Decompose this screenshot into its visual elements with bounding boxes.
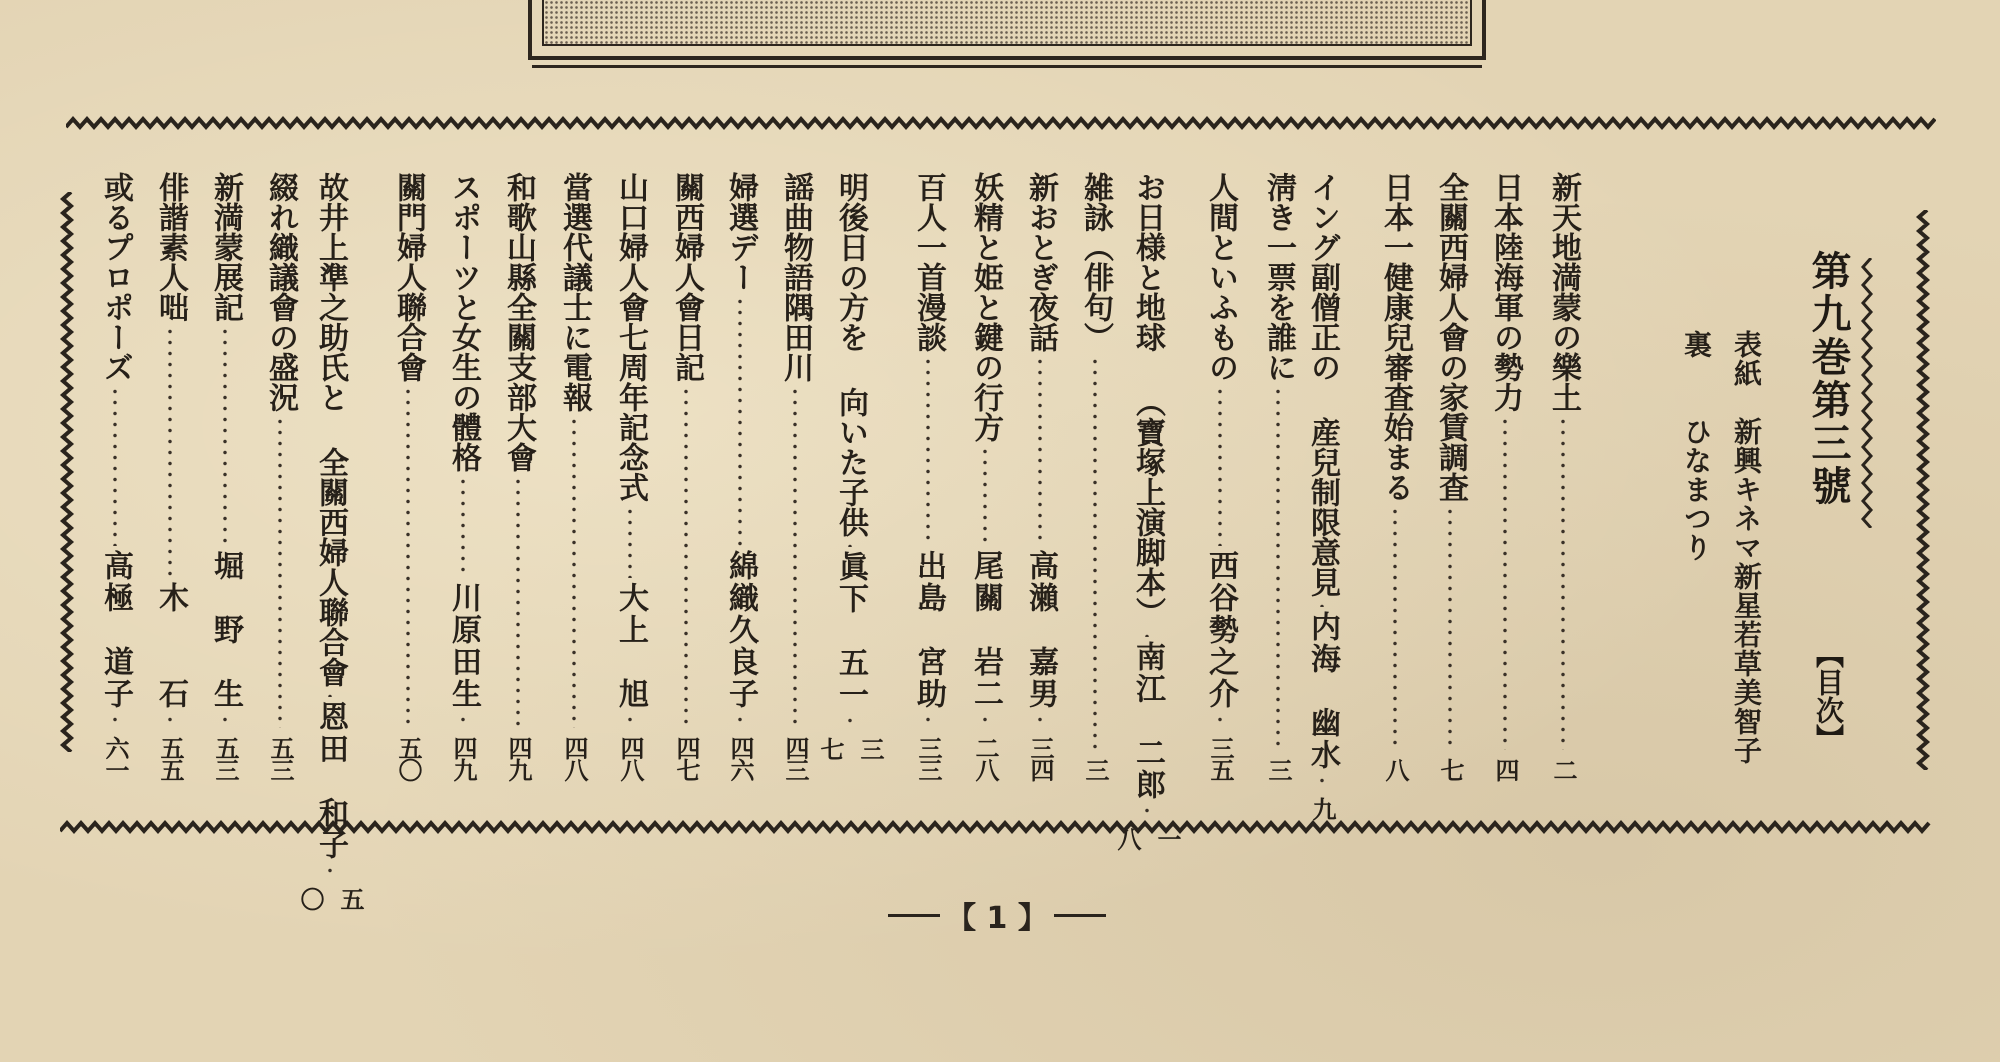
leader-dots [983,446,987,546]
toc-entry-title: 日本一健康兒審査始まる [1378,172,1413,502]
toc-entry [720,172,760,780]
toc-entry [1543,172,1583,780]
toc-entry-title: 新天地満蒙の樂土 [1546,172,1581,412]
toc-entry-title: 或るプロポーズ [98,172,133,382]
toc-entry [1430,172,1470,780]
toc-entry-page: 四 [1491,758,1520,780]
page-folio [882,895,1112,935]
leader-dots [848,715,852,729]
frame-rule [532,65,1482,68]
cover-text: 新興キネマ新星若草美智子 [1730,417,1763,765]
toc-entry-page: 四六 [726,736,755,780]
toc-entry-author: 堀 野 生 [208,550,243,710]
toc-entry [1200,172,1240,780]
leader-dots [848,541,852,547]
toc-entry [1020,172,1060,780]
toc-entry [1485,172,1525,780]
toc-entry-author: 尾關 岩二 [968,550,1003,710]
leader-dots [1218,714,1222,728]
leader-dots [1145,805,1149,819]
toc-entry-title: スポーツと女生の體格 [446,172,481,472]
leader-dots [1093,356,1097,750]
toc-entry [443,172,483,780]
toc-entry-author: 高極 道子 [98,550,133,710]
toc-entry-title: 妖精と姫と鍵の行方 [968,172,1003,442]
toc-entry-author: 川原田生 [446,582,481,710]
toc-entry [666,172,706,780]
toc-entry-author: 出島 宮助 [911,550,946,710]
toc-entry-title: 關門婦人聯合會 [391,172,426,382]
leader-dots [516,476,520,728]
wavy-rule-left [56,192,78,752]
toc-entry-page: 五三 [266,736,295,780]
leader-dots [328,865,332,879]
toc-entry-title: 百人一首漫談 [911,172,946,352]
toc-entry-title: イング副僧正の 産兒制限意見 [1305,172,1340,597]
toc-entry [95,172,135,780]
toc-entry-author: 綿織久良子 [723,550,758,710]
toc-entry-page: 四七 [672,736,701,780]
leader-dots [1145,631,1149,637]
toc-entry-page: 九 [1308,797,1337,819]
folio-dash-right [1054,914,1106,917]
toc-entry-page: 三五 [1206,736,1235,780]
leader-dots [793,386,797,728]
toc-entry-page: 四九 [449,736,478,780]
toc-entry-title: 俳諧素人咄 [153,172,188,322]
leader-dots [223,714,227,728]
back-text: ひなまつり [1680,417,1713,562]
toc-entry-title: 明後日の方を 向いた子供 [833,172,868,537]
leader-dots [926,714,930,728]
toc-entry-page: 六一 [101,736,130,780]
toc-entry-page: 三 [1264,758,1293,780]
leader-dots [113,386,117,546]
cover-label: 表紙 [1730,330,1763,388]
toc-entry-page: 三 [1081,758,1110,780]
toc-entry-author: 内海 幽水 [1305,611,1340,771]
toc-entry-title: 故井上準之助氏と 全關西婦人聯合會 [313,172,348,687]
cover-photo-frame [528,0,1486,60]
toc-entry-title: 新おとぎ夜話 [1023,172,1058,352]
toc-entry [292,172,368,909]
toc-entry-page: 三三 [914,736,943,780]
toc-entry-title: 山口婦人會七周年記念式 [613,172,648,502]
toc-entry [1109,172,1185,849]
toc-entry-page: 五〇 [296,887,365,909]
leader-dots [168,714,172,728]
toc-entry-title: 和歌山縣全關支部大會 [501,172,536,472]
leader-dots [461,714,465,728]
leader-dots [1503,416,1507,750]
toc-entry-page: 五〇 [394,736,423,780]
toc-entry-page: 五五 [156,736,185,780]
leader-dots [1393,506,1397,750]
toc-entry [388,172,428,780]
toc-entry-author: 木 石 [153,582,188,710]
back-label: 裏 [1680,330,1713,359]
leader-dots [628,506,632,578]
toc-entry-title: 全關西婦人會の家賃調査 [1433,172,1468,502]
toc-entry [610,172,650,780]
folio-dash-left [888,914,940,917]
toc-entry-page: 四八 [560,736,589,780]
toc-entry [908,172,948,780]
leader-dots [113,714,117,728]
leader-dots [1448,506,1452,750]
leader-dots [1320,601,1324,607]
toc-entry-page: 四九 [504,736,533,780]
toc-entry [812,172,888,780]
back-cover-credit [1676,262,1749,562]
toc-entry-author: 眞下 五一 [833,551,868,711]
toc-entry-page: 二八 [971,736,1000,780]
toc-entry-title: 雑詠（俳句） [1078,172,1113,352]
leader-dots [983,714,987,728]
toc-entry [150,172,190,780]
leader-dots [168,326,172,578]
toc-entry-page: 七 [1436,758,1465,780]
leader-dots [1038,356,1042,546]
leader-dots [223,326,227,546]
toc-entry [1258,172,1298,780]
leader-dots [738,296,742,546]
toc-entry-title: 謡曲物語隅田川 [778,172,813,382]
toc-entry [965,172,1005,780]
leader-dots [461,476,465,578]
toc-entry-author: 南江 二郎 [1130,641,1165,801]
toc-entry-title: 人間といふもの [1203,172,1238,382]
contents-heading: 【目次】 [1812,640,1845,752]
leader-dots [572,416,576,728]
wavy-rule-top [66,112,1936,134]
wavy-divider-label [1858,258,1876,528]
halftone-photo [542,0,1472,46]
leader-dots [1038,714,1042,728]
wavy-rule-right [1912,210,1934,770]
toc-entry-title: 當選代議士に電報 [557,172,592,412]
leader-dots [328,691,332,697]
toc-entry-author: 高瀨 嘉男 [1023,550,1058,710]
toc-entry-title: 關西婦人會日記 [669,172,704,382]
toc-entry [1375,172,1415,780]
toc-entry [775,172,815,780]
leader-dots [278,416,282,728]
toc-entry [1075,172,1115,780]
toc-entry-title: 日本陸海軍の勢力 [1488,172,1523,412]
toc-entry-title: 淸き一票を誰に [1261,172,1296,382]
leader-dots [406,386,410,728]
toc-entry-page: 一八 [1113,827,1182,849]
leader-dots [1276,386,1280,750]
toc-entry-title: 綴れ織議會の盛況 [263,172,298,412]
leader-dots [1561,416,1565,750]
toc-entry-page: 三七 [816,737,885,759]
toc-entry-author: 西谷勢之介 [1203,550,1238,710]
leader-dots [684,386,688,728]
toc-entry [554,172,594,780]
leader-dots [628,714,632,728]
toc-entry [498,172,538,780]
toc-entry-page: 四八 [616,736,645,780]
toc-entry-page: 八 [1381,758,1410,780]
toc-entry-author: 恩田 和子 [313,701,348,861]
toc-entry-author: 大上 旭 [613,582,648,710]
toc-entry-title: お日様と地球 （寶塚上演脚本） [1130,172,1165,627]
leader-dots [1320,775,1324,789]
issue-number: 第九巻第三號 [1805,250,1852,508]
toc-entry-title: 新満蒙展記 [208,172,243,322]
toc-entry-page: 三四 [1026,736,1055,780]
leader-dots [926,356,930,546]
leader-dots [738,714,742,728]
toc-entry-title: 婦選デー [723,172,758,292]
toc-entry-page: 五三 [211,736,240,780]
toc-entry [205,172,245,780]
toc-entry-page: 四三 [781,736,810,780]
toc-entry-page: 二 [1549,758,1578,780]
page-number: 【 1 】 [946,901,1048,936]
toc-entry [260,172,300,780]
leader-dots [1218,386,1222,546]
